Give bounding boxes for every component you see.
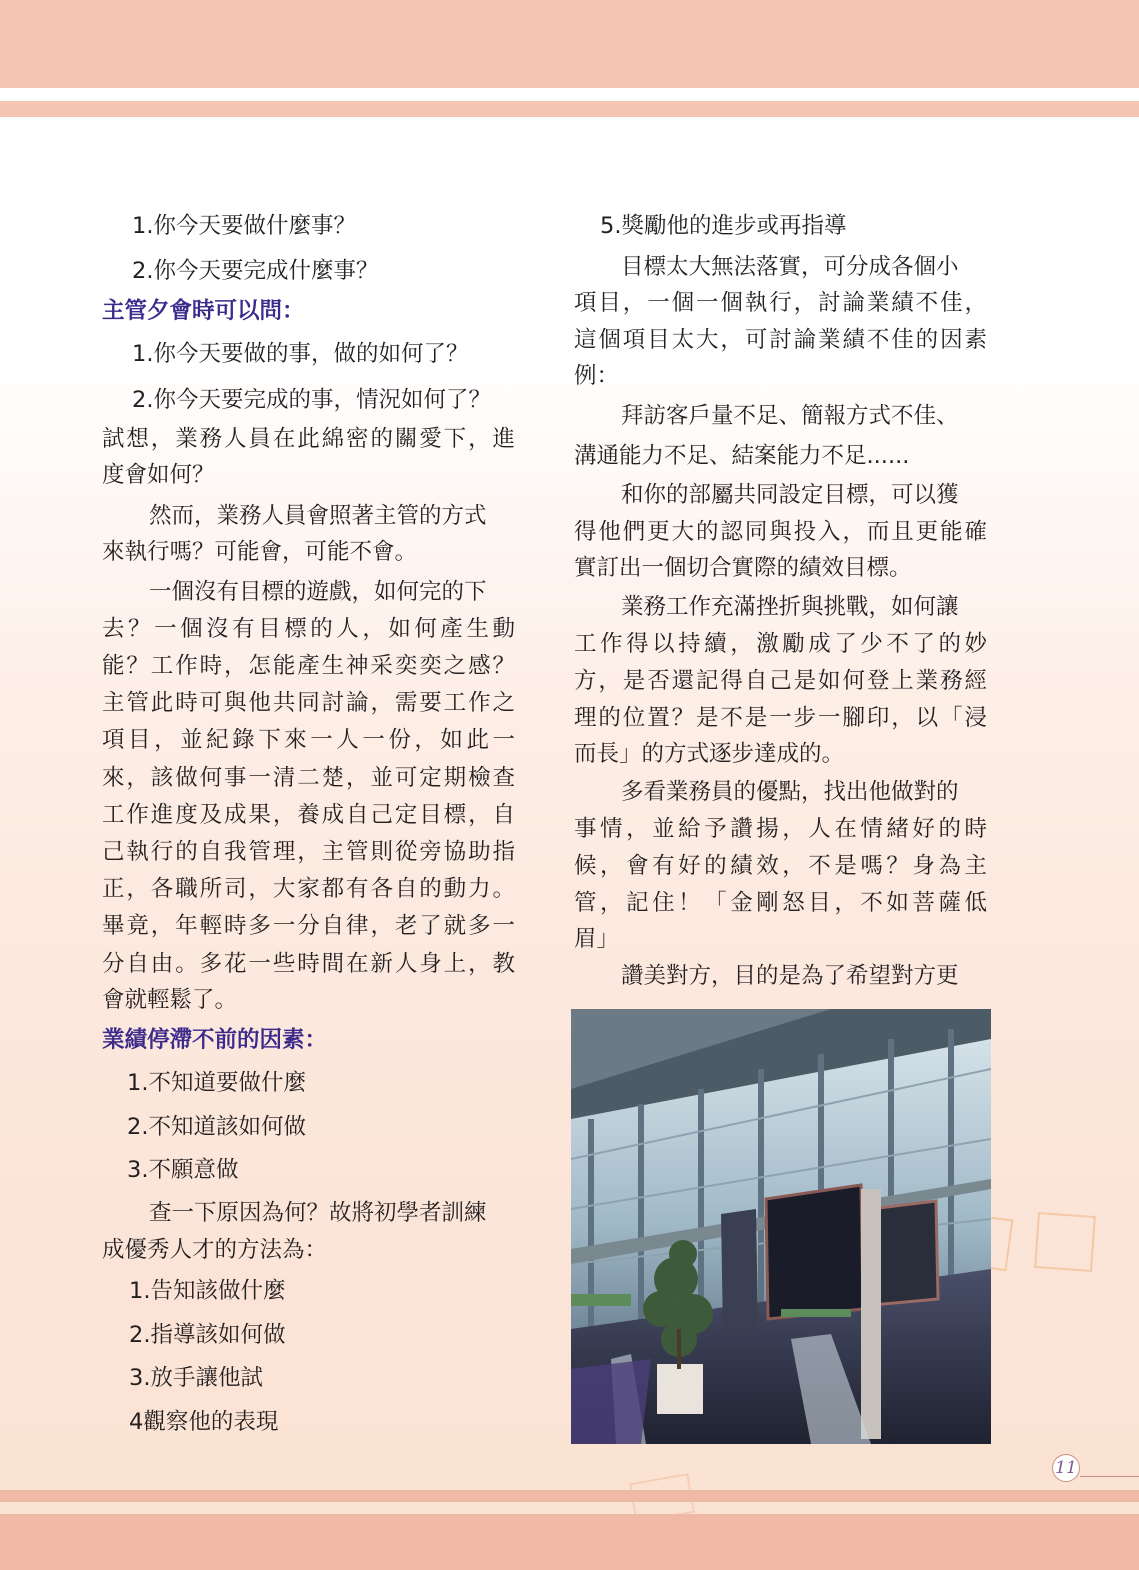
decorative-square: [1034, 1212, 1096, 1272]
paragraph-line: 理的位置？是不是一步一腳印，以「浸: [574, 705, 987, 731]
paragraph-line: 成優秀人才的方法為：: [102, 1237, 328, 1263]
list-item: 2.你今天要完成的事，情況如何了？: [132, 387, 491, 413]
paragraph-line: 眉」: [574, 926, 620, 952]
paragraph-line: 業務工作充滿挫折與挑戰，如何讓: [621, 594, 959, 620]
paragraph-line: 畢竟，年輕時多一分自律，老了就多一: [102, 913, 515, 939]
paragraph-line: 目標太大無法落實，可分成各個小: [621, 254, 959, 280]
list-item: 1.告知該做什麼: [129, 1278, 286, 1304]
list-item: 1.不知道要做什麼: [127, 1070, 306, 1096]
list-item: 2.不知道該如何做: [127, 1114, 306, 1140]
paragraph-line: 得他們更大的認同與投入，而且更能確: [574, 519, 987, 545]
paragraph-line: 能？工作時，怎能產生神采奕奕之感？: [102, 653, 515, 679]
bottom-decorative-band: [0, 1514, 1139, 1570]
paragraph-line: 工作得以持續，激勵成了少不了的妙: [574, 631, 987, 657]
bottom-decorative-stripe: [0, 1490, 1139, 1502]
paragraph-line: 讚美對方，目的是為了希望對方更: [621, 963, 959, 989]
paragraph-line: 然而，業務人員會照著主管的方式: [149, 503, 487, 529]
paragraph-line: 來，該做何事一清二楚，並可定期檢查: [102, 765, 515, 791]
paragraph-line: 度會如何？: [102, 462, 215, 488]
paragraph-line: 項目，一個一個執行，討論業績不佳，: [574, 290, 987, 316]
top-decorative-band: [0, 0, 1139, 88]
paragraph-line: 多看業務員的優點，找出他做對的: [621, 779, 959, 805]
top-decorative-stripe: [0, 101, 1139, 117]
section-heading: 業績停滯不前的因素：: [102, 1027, 328, 1053]
paragraph-line: 候，會有好的績效，不是嗎？身為主: [574, 853, 987, 879]
paragraph-line: 己執行的自我管理，主管則從旁協助指: [102, 839, 515, 865]
list-item: 3.放手讓他試: [129, 1365, 263, 1391]
paragraph-line: 來執行嗎？可能會，可能不會。: [102, 539, 418, 565]
paragraph-line: 分自由。多花一些時間在新人身上，教: [102, 951, 515, 977]
paragraph-line: 溝通能力不足、結案能力不足......: [574, 443, 910, 469]
list-item: 3.不願意做: [127, 1157, 239, 1183]
section-heading: 主管夕會時可以問：: [102, 298, 305, 324]
page-number-rule: [1080, 1476, 1139, 1477]
paragraph-line: 事情，並給予讚揚，人在情緒好的時: [574, 816, 987, 842]
list-item: 1.你今天要做什麼事？: [132, 213, 356, 239]
paragraph-line: 而長」的方式逐步達成的。: [574, 741, 845, 767]
paragraph-line: 這個項目太大，可討論業績不佳的因素: [574, 327, 987, 353]
lobby-photo: [571, 1009, 991, 1444]
paragraph-line: 查一下原因為何？故將初學者訓練: [149, 1200, 487, 1226]
list-item: 2.指導該如何做: [129, 1322, 286, 1348]
paragraph-line: 一個沒有目標的遊戲，如何完的下: [149, 579, 487, 605]
paragraph-line: 正，各職所司，大家都有各自的動力。: [102, 876, 515, 902]
paragraph-line: 拜訪客戶量不足、簡報方式不佳、: [621, 403, 959, 429]
paragraph-line: 和你的部屬共同設定目標，可以獲: [621, 482, 959, 508]
paragraph-line: 工作進度及成果，養成自己定目標，自: [102, 802, 515, 828]
paragraph-line: 主管此時可與他共同討論，需要工作之: [102, 690, 515, 716]
paragraph-line: 實訂出一個切合實際的績效目標。: [574, 555, 912, 581]
paragraph-line: 管，記住！「金剛怒目，不如菩薩低: [574, 890, 987, 916]
paragraph-line: 項目，並紀錄下來一人一份，如此一: [102, 727, 515, 753]
list-item: 4觀察他的表現: [129, 1409, 279, 1435]
page-number: 11: [1052, 1454, 1080, 1482]
paragraph-line: 方，是否還記得自己是如何登上業務經: [574, 668, 987, 694]
paragraph-line: 會就輕鬆了。: [102, 987, 238, 1013]
list-item: 5.獎勵他的進步或再指導: [600, 213, 847, 239]
list-item: 2.你今天要完成什麼事？: [132, 258, 379, 284]
paragraph-line: 試想，業務人員在此綿密的關愛下，進: [102, 426, 515, 452]
paragraph-line: 例：: [574, 363, 620, 389]
paragraph-line: 去？一個沒有目標的人，如何產生動: [102, 616, 515, 642]
list-item: 1.你今天要做的事，做的如何了？: [132, 341, 469, 367]
